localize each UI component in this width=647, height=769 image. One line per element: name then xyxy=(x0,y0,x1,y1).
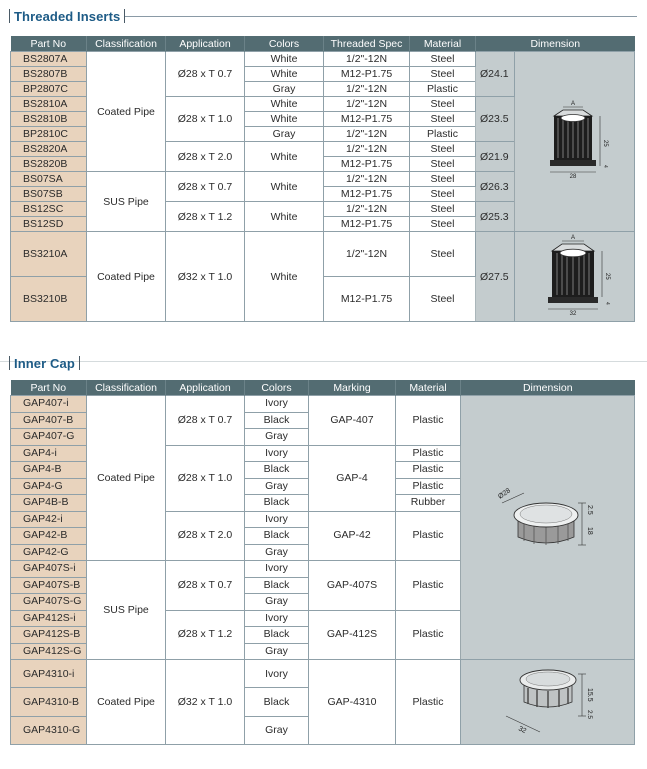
header-application: Application xyxy=(166,36,245,52)
table-row xyxy=(11,52,635,67)
threaded-insert-drawing xyxy=(515,232,635,322)
application: Ø28 x T 0.7 xyxy=(166,561,245,611)
application: Ø28 x T 0.7 xyxy=(166,52,245,97)
header-part-no: Part No xyxy=(11,380,87,396)
marking: GAP-42 xyxy=(309,511,396,561)
part-no: GAP407-B xyxy=(11,412,87,429)
color: Ivory xyxy=(245,445,309,462)
color: Gray xyxy=(245,127,324,142)
marking: GAP-407S xyxy=(309,561,396,611)
part-no: BP2810C xyxy=(11,127,87,142)
part-no: GAP4-G xyxy=(11,478,87,495)
drawing-label: 2.5 xyxy=(585,710,593,720)
application: Ø28 x T 1.0 xyxy=(166,97,245,142)
thread-spec: 1/2"-12N xyxy=(324,142,410,157)
color: Ivory xyxy=(245,610,309,627)
threaded-insert-diagram-icon xyxy=(516,233,634,317)
cap-header-row xyxy=(11,380,635,396)
material: Steel xyxy=(410,202,476,217)
thread-spec: M12-P1.75 xyxy=(324,67,410,82)
part-no: BS3210B xyxy=(11,277,87,322)
color: Ivory xyxy=(245,396,309,413)
inner-cap-table xyxy=(10,380,635,745)
drawing-label: 32 xyxy=(516,725,527,736)
thread-spec: 1/2"-12N xyxy=(324,172,410,187)
color: Black xyxy=(245,462,309,479)
color: Ivory xyxy=(245,561,309,578)
inner-cap-large-diagram-icon xyxy=(462,660,634,740)
application: Ø28 x T 1.2 xyxy=(166,202,245,232)
application: Ø28 x T 0.7 xyxy=(166,172,245,202)
header-application: Application xyxy=(166,380,245,396)
material: Steel xyxy=(410,172,476,187)
dimension: Ø21.9 xyxy=(476,142,515,172)
color: Gray xyxy=(245,82,324,97)
drawing-label: A xyxy=(570,100,575,107)
part-no: BS2820A xyxy=(11,142,87,157)
classification: Coated Pipe xyxy=(87,660,166,745)
color: Black xyxy=(245,528,309,545)
material: Steel xyxy=(410,112,476,127)
application: Ø28 x T 1.2 xyxy=(166,610,245,660)
dimension: Ø25.3 xyxy=(476,202,515,232)
inner-cap-drawing xyxy=(461,660,635,745)
part-no: GAP4-B xyxy=(11,462,87,479)
material: Steel xyxy=(410,97,476,112)
color: Gray xyxy=(245,716,309,744)
part-no: GAP407S-i xyxy=(11,561,87,578)
color: Ivory xyxy=(245,511,309,528)
material: Steel xyxy=(410,187,476,202)
material: Plastic xyxy=(396,511,461,561)
drawing-label: 32 xyxy=(569,310,576,317)
part-no: GAP407-G xyxy=(11,429,87,446)
color: White xyxy=(245,97,324,112)
material: Steel xyxy=(410,217,476,232)
part-no: BS3210A xyxy=(11,232,87,277)
drawing-label: Ø28 xyxy=(496,487,512,501)
threaded-inserts-table xyxy=(10,36,635,322)
inner-cap-diagram-icon xyxy=(462,465,634,585)
color: Gray xyxy=(245,478,309,495)
table-row xyxy=(11,660,635,688)
drawing-label: 18 xyxy=(585,527,593,535)
part-no: BS2807A xyxy=(11,52,87,67)
threaded-insert-diagram-icon xyxy=(516,100,634,180)
part-no: GAP4B-B xyxy=(11,495,87,512)
inner-cap-heading: Inner Cap xyxy=(14,355,75,371)
classification: SUS Pipe xyxy=(87,561,166,660)
thread-spec: M12-P1.75 xyxy=(324,277,410,322)
thread-spec: 1/2"-12N xyxy=(324,232,410,277)
color: White xyxy=(245,112,324,127)
application: Ø32 x T 1.0 xyxy=(166,660,245,745)
marking: GAP-407 xyxy=(309,396,396,446)
thread-spec: M12-P1.75 xyxy=(324,112,410,127)
threaded-inserts-heading: Threaded Inserts xyxy=(14,8,121,24)
material: Plastic xyxy=(396,396,461,446)
material: Plastic xyxy=(410,82,476,97)
part-no: GAP412S-i xyxy=(11,610,87,627)
part-no: BS07SB xyxy=(11,187,87,202)
color: White xyxy=(245,172,324,202)
table-row xyxy=(11,232,635,277)
material: Plastic xyxy=(396,561,461,611)
classification: Coated Pipe xyxy=(87,396,166,561)
classification: Coated Pipe xyxy=(87,232,166,322)
part-no: BS2810B xyxy=(11,112,87,127)
drawing-label: 4 xyxy=(601,164,608,168)
application: Ø28 x T 0.7 xyxy=(166,396,245,446)
part-no: GAP4310-B xyxy=(11,688,87,716)
color: White xyxy=(245,202,324,232)
color: Black xyxy=(245,412,309,429)
drawing-label: 25 xyxy=(601,139,608,147)
part-no: BS2810A xyxy=(11,97,87,112)
part-no: GAP4-i xyxy=(11,445,87,462)
header-marking: Marking xyxy=(309,380,396,396)
table-row xyxy=(11,396,635,413)
material: Plastic xyxy=(396,478,461,495)
part-no: GAP407S-B xyxy=(11,577,87,594)
drawing-label: 15.5 xyxy=(585,688,593,702)
color: White xyxy=(245,142,324,172)
header-colors: Colors xyxy=(245,36,324,52)
thread-spec: 1/2"-12N xyxy=(324,52,410,67)
header-classification: Classification xyxy=(87,380,166,396)
marking: GAP-4310 xyxy=(309,660,396,745)
color: Gray xyxy=(245,594,309,611)
section-divider xyxy=(0,361,647,362)
drawing-label: 2.5 xyxy=(585,505,593,515)
application: Ø28 x T 1.0 xyxy=(166,445,245,511)
drawing-label: A xyxy=(570,234,575,241)
dimension: Ø23.5 xyxy=(476,97,515,142)
header-material: Material xyxy=(396,380,461,396)
material: Plastic xyxy=(410,127,476,142)
dimension: Ø24.1 xyxy=(476,52,515,97)
part-no: GAP42-B xyxy=(11,528,87,545)
header-part-no: Part No xyxy=(11,36,87,52)
color: White xyxy=(245,67,324,82)
color: White xyxy=(245,232,324,322)
threaded-insert-drawing xyxy=(515,52,635,232)
part-no: GAP412S-B xyxy=(11,627,87,644)
part-no: BS07SA xyxy=(11,172,87,187)
part-no: BS12SD xyxy=(11,217,87,232)
header-dimension: Dimension xyxy=(476,36,635,52)
material: Plastic xyxy=(396,610,461,660)
dimension: Ø26.3 xyxy=(476,172,515,202)
material: Plastic xyxy=(396,462,461,479)
color: Black xyxy=(245,627,309,644)
color: Black xyxy=(245,688,309,716)
color: Gray xyxy=(245,429,309,446)
part-no: GAP412S-G xyxy=(11,643,87,660)
material: Steel xyxy=(410,232,476,277)
material: Steel xyxy=(410,157,476,172)
part-no: GAP42-G xyxy=(11,544,87,561)
part-no: BS12SC xyxy=(11,202,87,217)
inner-cap-drawing xyxy=(461,396,635,660)
part-no: BP2807C xyxy=(11,82,87,97)
part-no: GAP407S-G xyxy=(11,594,87,611)
header-colors: Colors xyxy=(245,380,309,396)
application: Ø32 x T 1.0 xyxy=(166,232,245,322)
thread-spec: 1/2"-12N xyxy=(324,202,410,217)
dimension: Ø27.5 xyxy=(476,232,515,322)
material: Steel xyxy=(410,67,476,82)
application: Ø28 x T 2.0 xyxy=(166,511,245,561)
part-no: GAP4310-i xyxy=(11,660,87,688)
threaded-inserts-title xyxy=(9,7,637,25)
material: Steel xyxy=(410,142,476,157)
part-no: GAP4310-G xyxy=(11,716,87,744)
drawing-label: 28 xyxy=(569,173,576,180)
marking: GAP-4 xyxy=(309,445,396,511)
color: Black xyxy=(245,495,309,512)
header-threaded-spec: Threaded Spec xyxy=(324,36,410,52)
color: Gray xyxy=(245,544,309,561)
thread-spec: M12-P1.75 xyxy=(324,217,410,232)
material: Plastic xyxy=(396,660,461,745)
drawing-label: 4 xyxy=(603,301,610,305)
part-no: GAP407-i xyxy=(11,396,87,413)
material: Plastic xyxy=(396,445,461,462)
color: Black xyxy=(245,577,309,594)
marking: GAP-412S xyxy=(309,610,396,660)
color: White xyxy=(245,52,324,67)
thread-spec: 1/2"-12N xyxy=(324,97,410,112)
material: Rubber xyxy=(396,495,461,512)
thread-spec: M12-P1.75 xyxy=(324,187,410,202)
part-no: BS2807B xyxy=(11,67,87,82)
thread-spec: 1/2"-12N xyxy=(324,127,410,142)
classification: SUS Pipe xyxy=(87,172,166,232)
inner-cap-title xyxy=(9,354,80,372)
material: Steel xyxy=(410,277,476,322)
threaded-header-row xyxy=(11,36,635,52)
material: Steel xyxy=(410,52,476,67)
header-dimension: Dimension xyxy=(461,380,635,396)
thread-spec: M12-P1.75 xyxy=(324,157,410,172)
color: Ivory xyxy=(245,660,309,688)
application: Ø28 x T 2.0 xyxy=(166,142,245,172)
drawing-label: 25 xyxy=(603,272,610,280)
part-no: GAP42-i xyxy=(11,511,87,528)
classification: Coated Pipe xyxy=(87,52,166,172)
header-classification: Classification xyxy=(87,36,166,52)
thread-spec: 1/2"-12N xyxy=(324,82,410,97)
color: Gray xyxy=(245,643,309,660)
header-material: Material xyxy=(410,36,476,52)
part-no: BS2820B xyxy=(11,157,87,172)
